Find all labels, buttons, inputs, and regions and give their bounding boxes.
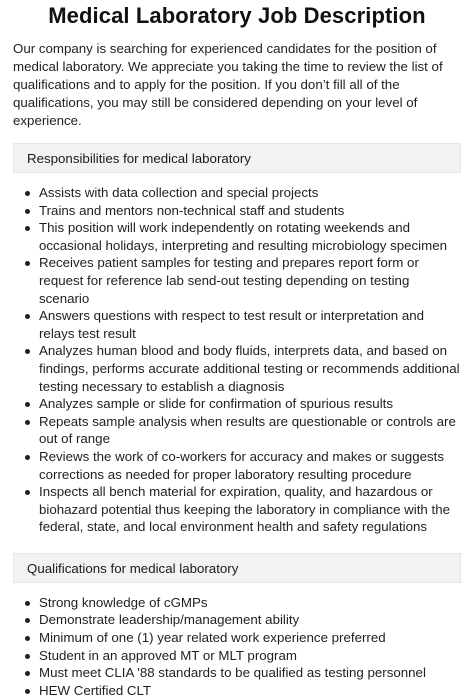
list-item xyxy=(13,254,461,307)
list-item xyxy=(13,413,461,448)
list-item xyxy=(13,395,461,413)
list-item-text: HEW Certified CLT xyxy=(39,682,152,698)
bullet-icon xyxy=(25,689,30,694)
list-item xyxy=(13,682,461,699)
list-item-text: Demonstrate leadership/management ability xyxy=(39,612,300,628)
bullet-icon xyxy=(25,314,30,319)
list-item-text: Minimum of one (1) year related work experience preferred xyxy=(39,630,386,646)
list-item xyxy=(13,219,461,254)
list-item xyxy=(13,483,461,536)
list-item-text: Analyzes sample or slide for confirmation of spurious results xyxy=(39,396,393,412)
list-item xyxy=(13,664,461,682)
bullet-icon xyxy=(25,402,30,407)
bullet-icon xyxy=(25,636,30,641)
list-item xyxy=(13,611,461,629)
qualifications-heading: Qualifications for medical laboratory xyxy=(27,560,239,576)
page-title: Medical Laboratory Job Description xyxy=(48,3,426,28)
responsibilities-list xyxy=(13,184,461,536)
qualifications-list xyxy=(13,594,461,699)
bullet-icon xyxy=(25,191,30,196)
bullet-icon xyxy=(25,455,30,460)
list-item-text: Inspects all bench material for expiration, quality, and hazardous or biohazard potential thus keeping the laboratory in compliance with the federal, state, and local environment health and safety regulations xyxy=(39,484,450,535)
list-item-text: Assists with data collection and special projects xyxy=(39,185,319,200)
list-item xyxy=(13,448,461,483)
responsibilities-heading: Responsibilities for medical laboratory xyxy=(27,151,251,166)
list-item-text: Student in an approved MT or MLT program xyxy=(39,647,297,663)
list-item xyxy=(13,647,461,665)
list-item-text: Receives patient samples for testing and prepares report form or request for reference lab send-out testing depending on testing scenario xyxy=(39,255,419,306)
list-item-text: Reviews the work of co-workers for accuracy and makes or suggests corrections as needed for proper laboratory resulting procedure xyxy=(39,448,444,482)
bullet-icon xyxy=(25,601,30,606)
list-item xyxy=(13,184,461,202)
bullet-icon xyxy=(25,261,30,266)
responsibilities-header xyxy=(13,143,461,173)
bullet-icon xyxy=(25,209,30,214)
list-item-text: Analyzes human blood and body fluids, interprets data, and based on findings, performs accurate additional testing or recommends additional testing necessary to establish a diagnosis xyxy=(39,343,460,394)
list-item-text: Answers questions with respect to test result or interpretation and relays test result xyxy=(39,308,425,341)
bullet-icon xyxy=(25,349,30,354)
list-item xyxy=(13,629,461,647)
list-item-text: Repeats sample analysis when results are questionable or controls are out of range xyxy=(39,413,456,447)
list-item-text: Strong knowledge of cGMPs xyxy=(39,594,208,610)
list-item-text: This position will work independently on rotating weekends and occasional holidays, interpreting and resulting microbiology specimen xyxy=(39,220,447,253)
list-item xyxy=(13,307,461,342)
bullet-icon xyxy=(25,420,30,425)
list-item xyxy=(13,202,461,220)
list-item-text: Must meet CLIA '88 standards to be qualified as testing personnel xyxy=(39,665,426,681)
list-item xyxy=(13,594,461,612)
bullet-icon xyxy=(25,490,30,495)
bullet-icon xyxy=(25,618,30,623)
list-item-text: Trains and mentors non-technical staff and students xyxy=(39,202,345,218)
list-item xyxy=(13,342,461,395)
intro-paragraph: Our company is searching for experienced candidates for the position of medical laboratory. We appreciate you taking the time to review the list of qualifications and to apply for the position. If you don’t fill all of the qualifications, you may still be considered depending on your level of experience. xyxy=(13,41,443,128)
bullet-icon xyxy=(25,654,30,659)
qualifications-header xyxy=(13,553,461,583)
bullet-icon xyxy=(25,226,30,231)
